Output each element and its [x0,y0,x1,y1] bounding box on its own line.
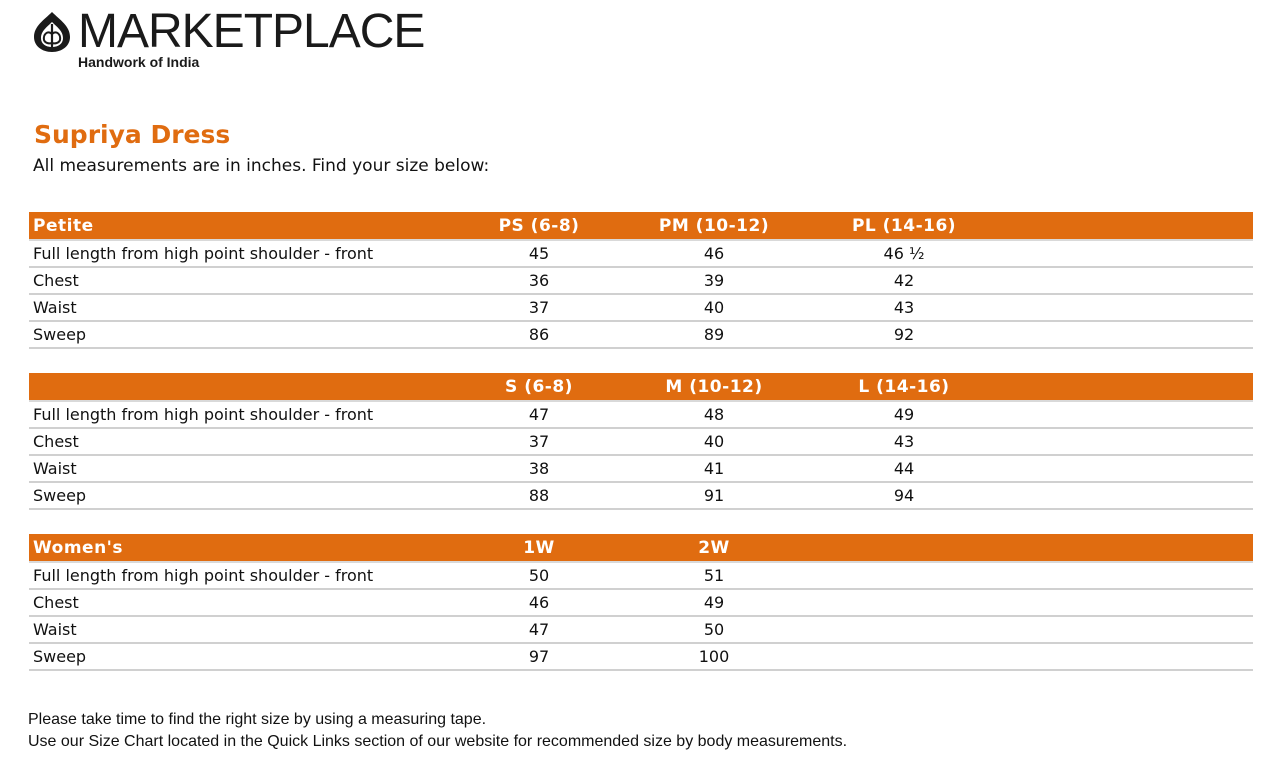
size-column-header: PM (10-12) [619,212,809,240]
table-row [29,294,1253,321]
header-filler [999,212,1253,240]
measurement-value: 94 [809,482,999,509]
table-name: Women's [29,534,459,562]
measurement-value: 86 [459,321,619,348]
table-header-row [29,534,1253,562]
measurement-value: 47 [459,616,619,643]
sizing-notes [28,709,847,753]
table-row [29,428,1253,455]
measurement-value [809,616,999,643]
measurement-value: 44 [809,455,999,482]
row-label: Waist [29,616,459,643]
measurement-value [809,589,999,616]
row-filler [999,562,1253,589]
measurement-value: 42 [809,267,999,294]
header-filler [999,373,1253,401]
size-column-header: M (10-12) [619,373,809,401]
row-filler [999,589,1253,616]
measurement-value: 89 [619,321,809,348]
measurement-value: 50 [459,562,619,589]
regular-size-table [29,373,1253,510]
measurement-value: 88 [459,482,619,509]
table-header-row [29,373,1253,401]
measurement-value [809,643,999,670]
row-filler [999,455,1253,482]
measurement-value: 41 [619,455,809,482]
sizing-note-line: Please take time to find the right size by using a measuring tape. [28,711,487,728]
measurement-value: 40 [619,428,809,455]
measurement-value [809,562,999,589]
table-row [29,482,1253,509]
womens-size-table [29,534,1253,671]
row-label: Chest [29,428,459,455]
petite-size-table [29,212,1253,349]
measurement-value: 36 [459,267,619,294]
measurement-value: 97 [459,643,619,670]
measurement-value: 38 [459,455,619,482]
table-row [29,240,1253,267]
row-label: Full length from high point shoulder - front [29,562,459,589]
row-filler [999,428,1253,455]
measurement-value: 46 ½ [809,240,999,267]
table-name [29,373,459,401]
row-filler [999,401,1253,428]
measurement-value: 50 [619,616,809,643]
table-header-row [29,212,1253,240]
product-title: Supriya Dress [34,120,231,149]
row-label: Sweep [29,482,459,509]
measurement-value: 43 [809,428,999,455]
size-column-header: PL (14-16) [809,212,999,240]
table-row [29,455,1253,482]
measurement-value: 39 [619,267,809,294]
measurement-value: 47 [459,401,619,428]
table-row [29,267,1253,294]
size-column-header [809,534,999,562]
measurement-value: 48 [619,401,809,428]
row-label: Chest [29,589,459,616]
size-column-header: L (14-16) [809,373,999,401]
row-filler [999,294,1253,321]
table-row [29,321,1253,348]
sizing-note-line: Use our Size Chart located in the Quick Links section of our website for recommended size by body measurements. [28,733,848,750]
table-row [29,616,1253,643]
measurement-value: 49 [619,589,809,616]
table-row [29,401,1253,428]
row-label: Waist [29,455,459,482]
measurement-value: 43 [809,294,999,321]
measurement-value: 49 [809,401,999,428]
measurement-value: 92 [809,321,999,348]
row-filler [999,616,1253,643]
measurement-intro: All measurements are in inches. Find your size below: [33,156,490,176]
size-column-header: PS (6-8) [459,212,619,240]
paisley-leaf-logo-icon [30,10,74,54]
measurement-value: 46 [619,240,809,267]
row-filler [999,482,1253,509]
brand-name: MARKETPLACE [78,5,425,58]
size-column-header: S (6-8) [459,373,619,401]
size-column-header: 2W [619,534,809,562]
row-label: Waist [29,294,459,321]
measurement-value: 40 [619,294,809,321]
measurement-value: 51 [619,562,809,589]
measurement-value: 100 [619,643,809,670]
measurement-value: 91 [619,482,809,509]
measurement-value: 45 [459,240,619,267]
brand-tagline: Handwork of India [78,54,200,70]
row-filler [999,643,1253,670]
table-row [29,589,1253,616]
header-filler [999,534,1253,562]
measurement-value: 37 [459,294,619,321]
table-row [29,643,1253,670]
measurement-value: 37 [459,428,619,455]
row-filler [999,267,1253,294]
row-label: Full length from high point shoulder - front [29,240,459,267]
row-filler [999,240,1253,267]
table-row [29,562,1253,589]
row-label: Chest [29,267,459,294]
row-filler [999,321,1253,348]
row-label: Sweep [29,321,459,348]
size-column-header: 1W [459,534,619,562]
row-label: Sweep [29,643,459,670]
row-label: Full length from high point shoulder - front [29,401,459,428]
measurement-value: 46 [459,589,619,616]
table-name: Petite [29,212,459,240]
